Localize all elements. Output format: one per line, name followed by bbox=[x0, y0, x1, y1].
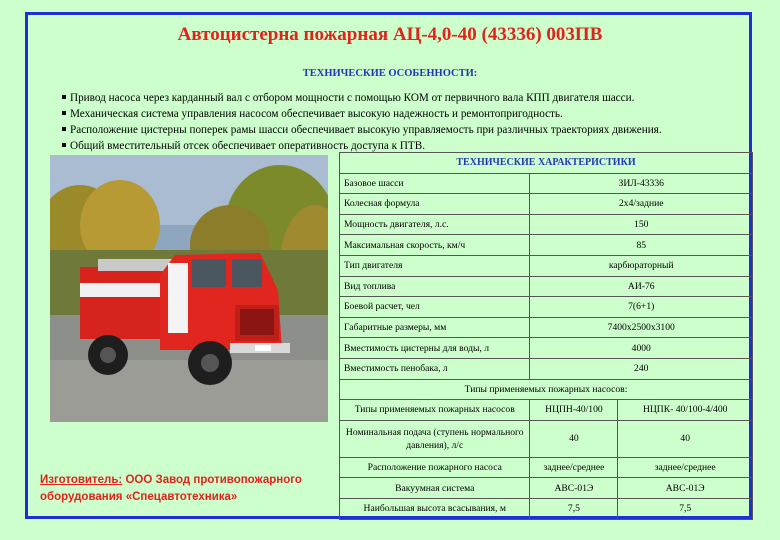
table-row: Мощность двигателя, л.с. 150 bbox=[340, 214, 753, 235]
manufacturer-note bbox=[40, 472, 340, 506]
list-item: Механическая система управления насосом обеспечивает высокую надежность и ремонтопригодность. bbox=[62, 106, 762, 122]
bullet-icon bbox=[62, 143, 66, 147]
table-row: Вместимость цистерны для воды, л 4000 bbox=[340, 338, 753, 359]
specs-table bbox=[339, 152, 753, 520]
list-item: Расположение цистерны поперек рамы шасси обеспечивает высокую управляемость при различных траекториях движения. bbox=[62, 122, 762, 138]
table-row: Габаритные размеры, мм 7400х2500х3100 bbox=[340, 317, 753, 338]
features-list bbox=[62, 90, 762, 154]
table-row: Колесная формула 2х4/задние bbox=[340, 194, 753, 215]
bullet-icon bbox=[62, 111, 66, 115]
table-row: Вакуумная система АВС-01Э АВС-01Э bbox=[340, 478, 753, 499]
table-row: Вид топлива АИ-76 bbox=[340, 276, 753, 297]
table-row: Боевой расчет, чел 7(6+1) bbox=[340, 297, 753, 318]
specs-heading: ТЕХНИЧЕСКИЕ ХАРАКТЕРИСТИКИ bbox=[340, 153, 753, 174]
page-title: Автоцистерна пожарная АЦ-4,0-40 (43336) 003ПВ bbox=[177, 24, 603, 45]
features-heading: ТЕХНИЧЕСКИЕ ОСОБЕННОСТИ: bbox=[302, 68, 478, 79]
table-row: Максимальная скорость, км/ч 85 bbox=[340, 235, 753, 256]
table-row: Базовое шасси ЗИЛ-43336 bbox=[340, 173, 753, 194]
table-row: Номинальная подача (ступень нормального давления), л/с 40 40 bbox=[340, 420, 753, 457]
table-row: Вместимость пенобака, л 240 bbox=[340, 358, 753, 379]
bullet-icon bbox=[62, 95, 66, 99]
table-row bbox=[340, 379, 753, 400]
manufacturer-name: ООО Завод противопожарного оборудования «Спецавтотехника» bbox=[40, 474, 302, 503]
bullet-icon bbox=[62, 127, 66, 131]
manufacturer-label: Изготовитель: bbox=[40, 474, 123, 486]
list-item: Привод насоса через карданный вал с отбором мощности с помощью КОМ от первичного вала КПП двигателя шасси. bbox=[62, 90, 762, 106]
pumps-heading: Типы применяемых пожарных насосов: bbox=[340, 379, 753, 400]
fire-truck-photo bbox=[50, 155, 328, 422]
table-row: Расположение пожарного насоса заднее/среднее заднее/среднее bbox=[340, 457, 753, 478]
list-item: Общий вместительный отсек обеспечивает оперативность доступа к ПТВ. bbox=[62, 138, 762, 154]
table-row: Наибольшая высота всасывания, м 7,5 7,5 bbox=[340, 498, 753, 519]
table-row: Типы применяемых пожарных насосов НЦПН-40/100 НЦПК- 40/100-4/400 bbox=[340, 400, 753, 421]
table-row: Тип двигателя карбюраторный bbox=[340, 255, 753, 276]
specs-heading-row bbox=[340, 153, 753, 174]
